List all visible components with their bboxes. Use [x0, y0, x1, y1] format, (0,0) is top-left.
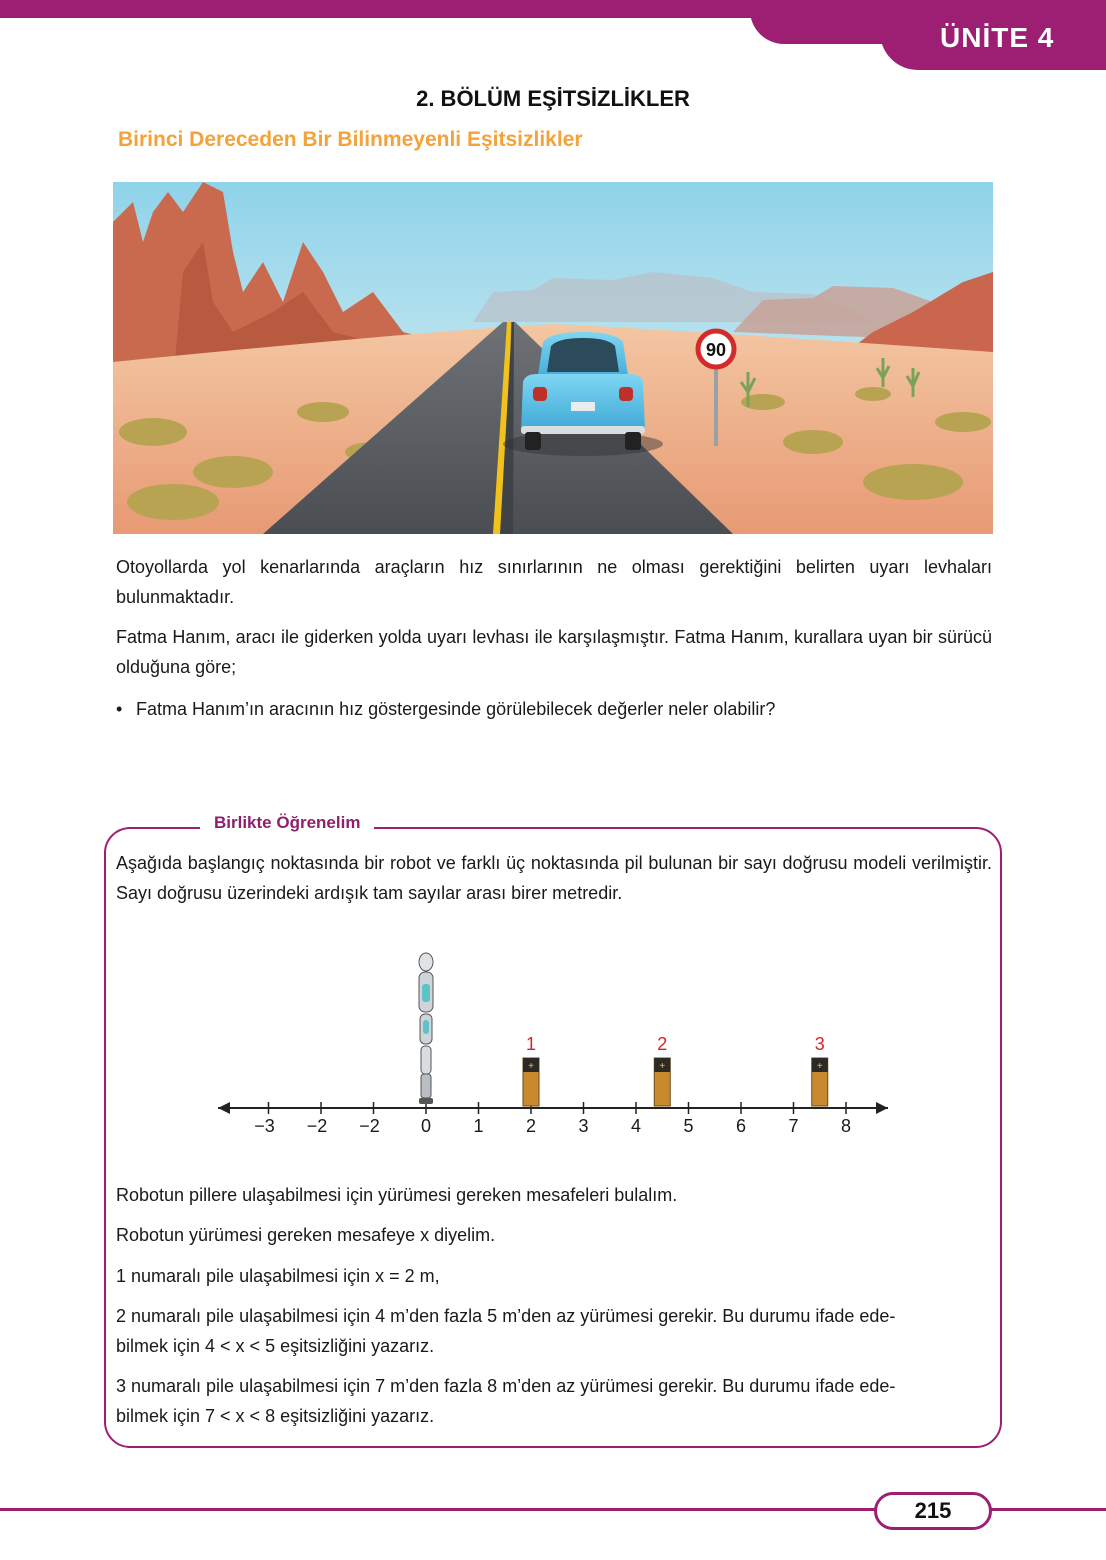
battery-3 — [812, 1034, 828, 1106]
left-arrow-icon — [218, 1102, 230, 1114]
unit-label: ÜNİTE 4 — [940, 22, 1055, 53]
intro-paragraph-2: Fatma Hanım, aracı ile giderken yolda uyarı levhası ile karşılaşmıştır. Fatma Hanım, kurallara uyan bir sürücü olduğuna göre; — [116, 627, 992, 677]
explanation-line-3: 1 numaralı pile ulaşabilmesi için x = 2 m, — [116, 1266, 440, 1286]
battery-label: 1 — [525, 1034, 537, 1054]
tick-label: 5 — [683, 1116, 694, 1136]
number-line-model — [200, 940, 900, 1140]
tick-label: 2 — [525, 1116, 537, 1136]
section-subtitle: Birinci Dereceden Bir Bilinmeyenli Eşitsizlikler — [118, 128, 583, 151]
explanation-line-7: bilmek için 7 < x < 8 eşitsizliğini yazarız. — [116, 1406, 435, 1426]
explanation-line-1: Robotun pillere ulaşabilmesi için yürümesi gereken mesafeleri bulalım. — [116, 1185, 678, 1205]
intro-paragraph-1: Otoyollarda yol kenarlarında araçların hız sınırlarının ne olması gerektiğini belirten uyarı levhaları bulunmaktadır. — [116, 557, 992, 607]
tick-label: −2 — [306, 1116, 328, 1136]
learn-box-intro: Aşağıda başlangıç noktasında bir robot ve farklı üç noktasında pil bulunan bir sayı doğrusu modeli verilmiştir. Sayı doğrusu üzerindeki ardışık tam sayılar arası birer metredir. — [116, 853, 992, 903]
battery-plus-sign: + — [659, 1061, 666, 1072]
tick-label: −3 — [254, 1116, 275, 1136]
battery-label: 3 — [814, 1034, 825, 1054]
battery-plus-sign: + — [528, 1061, 534, 1072]
tick-label: 8 — [840, 1116, 852, 1136]
bullet-marker: • — [116, 699, 123, 719]
battery-1 — [523, 1034, 539, 1106]
tick-label: 6 — [735, 1116, 747, 1136]
tick-label: −2 — [359, 1116, 380, 1136]
explanation-line-6: 3 numaralı pile ulaşabilmesi için 7 m’den fazla 8 m’den az yürümesi gerekir. Bu durumu ifade ede- — [116, 1376, 896, 1396]
unit-tab-notch — [750, 0, 900, 44]
explanation-line-5: bilmek için 4 < x < 5 eşitsizliğini yazarız. — [116, 1336, 435, 1356]
battery-label: 2 — [657, 1034, 668, 1054]
tick-label: 4 — [630, 1116, 642, 1136]
section-title: 2. BÖLÜM EŞİTSİZLİKLER — [416, 86, 690, 111]
explanation-line-2: Robotun yürümesi gereken mesafeye x diyelim. — [116, 1225, 496, 1245]
page-number: 215 — [914, 1498, 952, 1523]
intro-question: Fatma Hanım’ın aracının hız göstergesinde görülebilecek değerler neler olabilir? — [136, 699, 776, 719]
robot-figure — [419, 953, 433, 1104]
right-arrow-icon — [876, 1102, 888, 1114]
tick-label: 3 — [578, 1116, 589, 1136]
speed-sign-value: 90 — [705, 340, 727, 360]
desert-road-illustration — [113, 182, 993, 534]
battery-2 — [654, 1034, 670, 1106]
tick-label: 0 — [420, 1116, 432, 1136]
battery-plus-sign: + — [816, 1061, 823, 1072]
explanation-line-4: 2 numaralı pile ulaşabilmesi için 4 m’den fazla 5 m’den az yürümesi gerekir. Bu durumu ifade ede- — [116, 1306, 896, 1326]
learn-together-label: Birlikte Öğrenelim — [200, 813, 374, 833]
tick-label: 1 — [473, 1116, 484, 1136]
tick-label: 7 — [788, 1116, 799, 1136]
